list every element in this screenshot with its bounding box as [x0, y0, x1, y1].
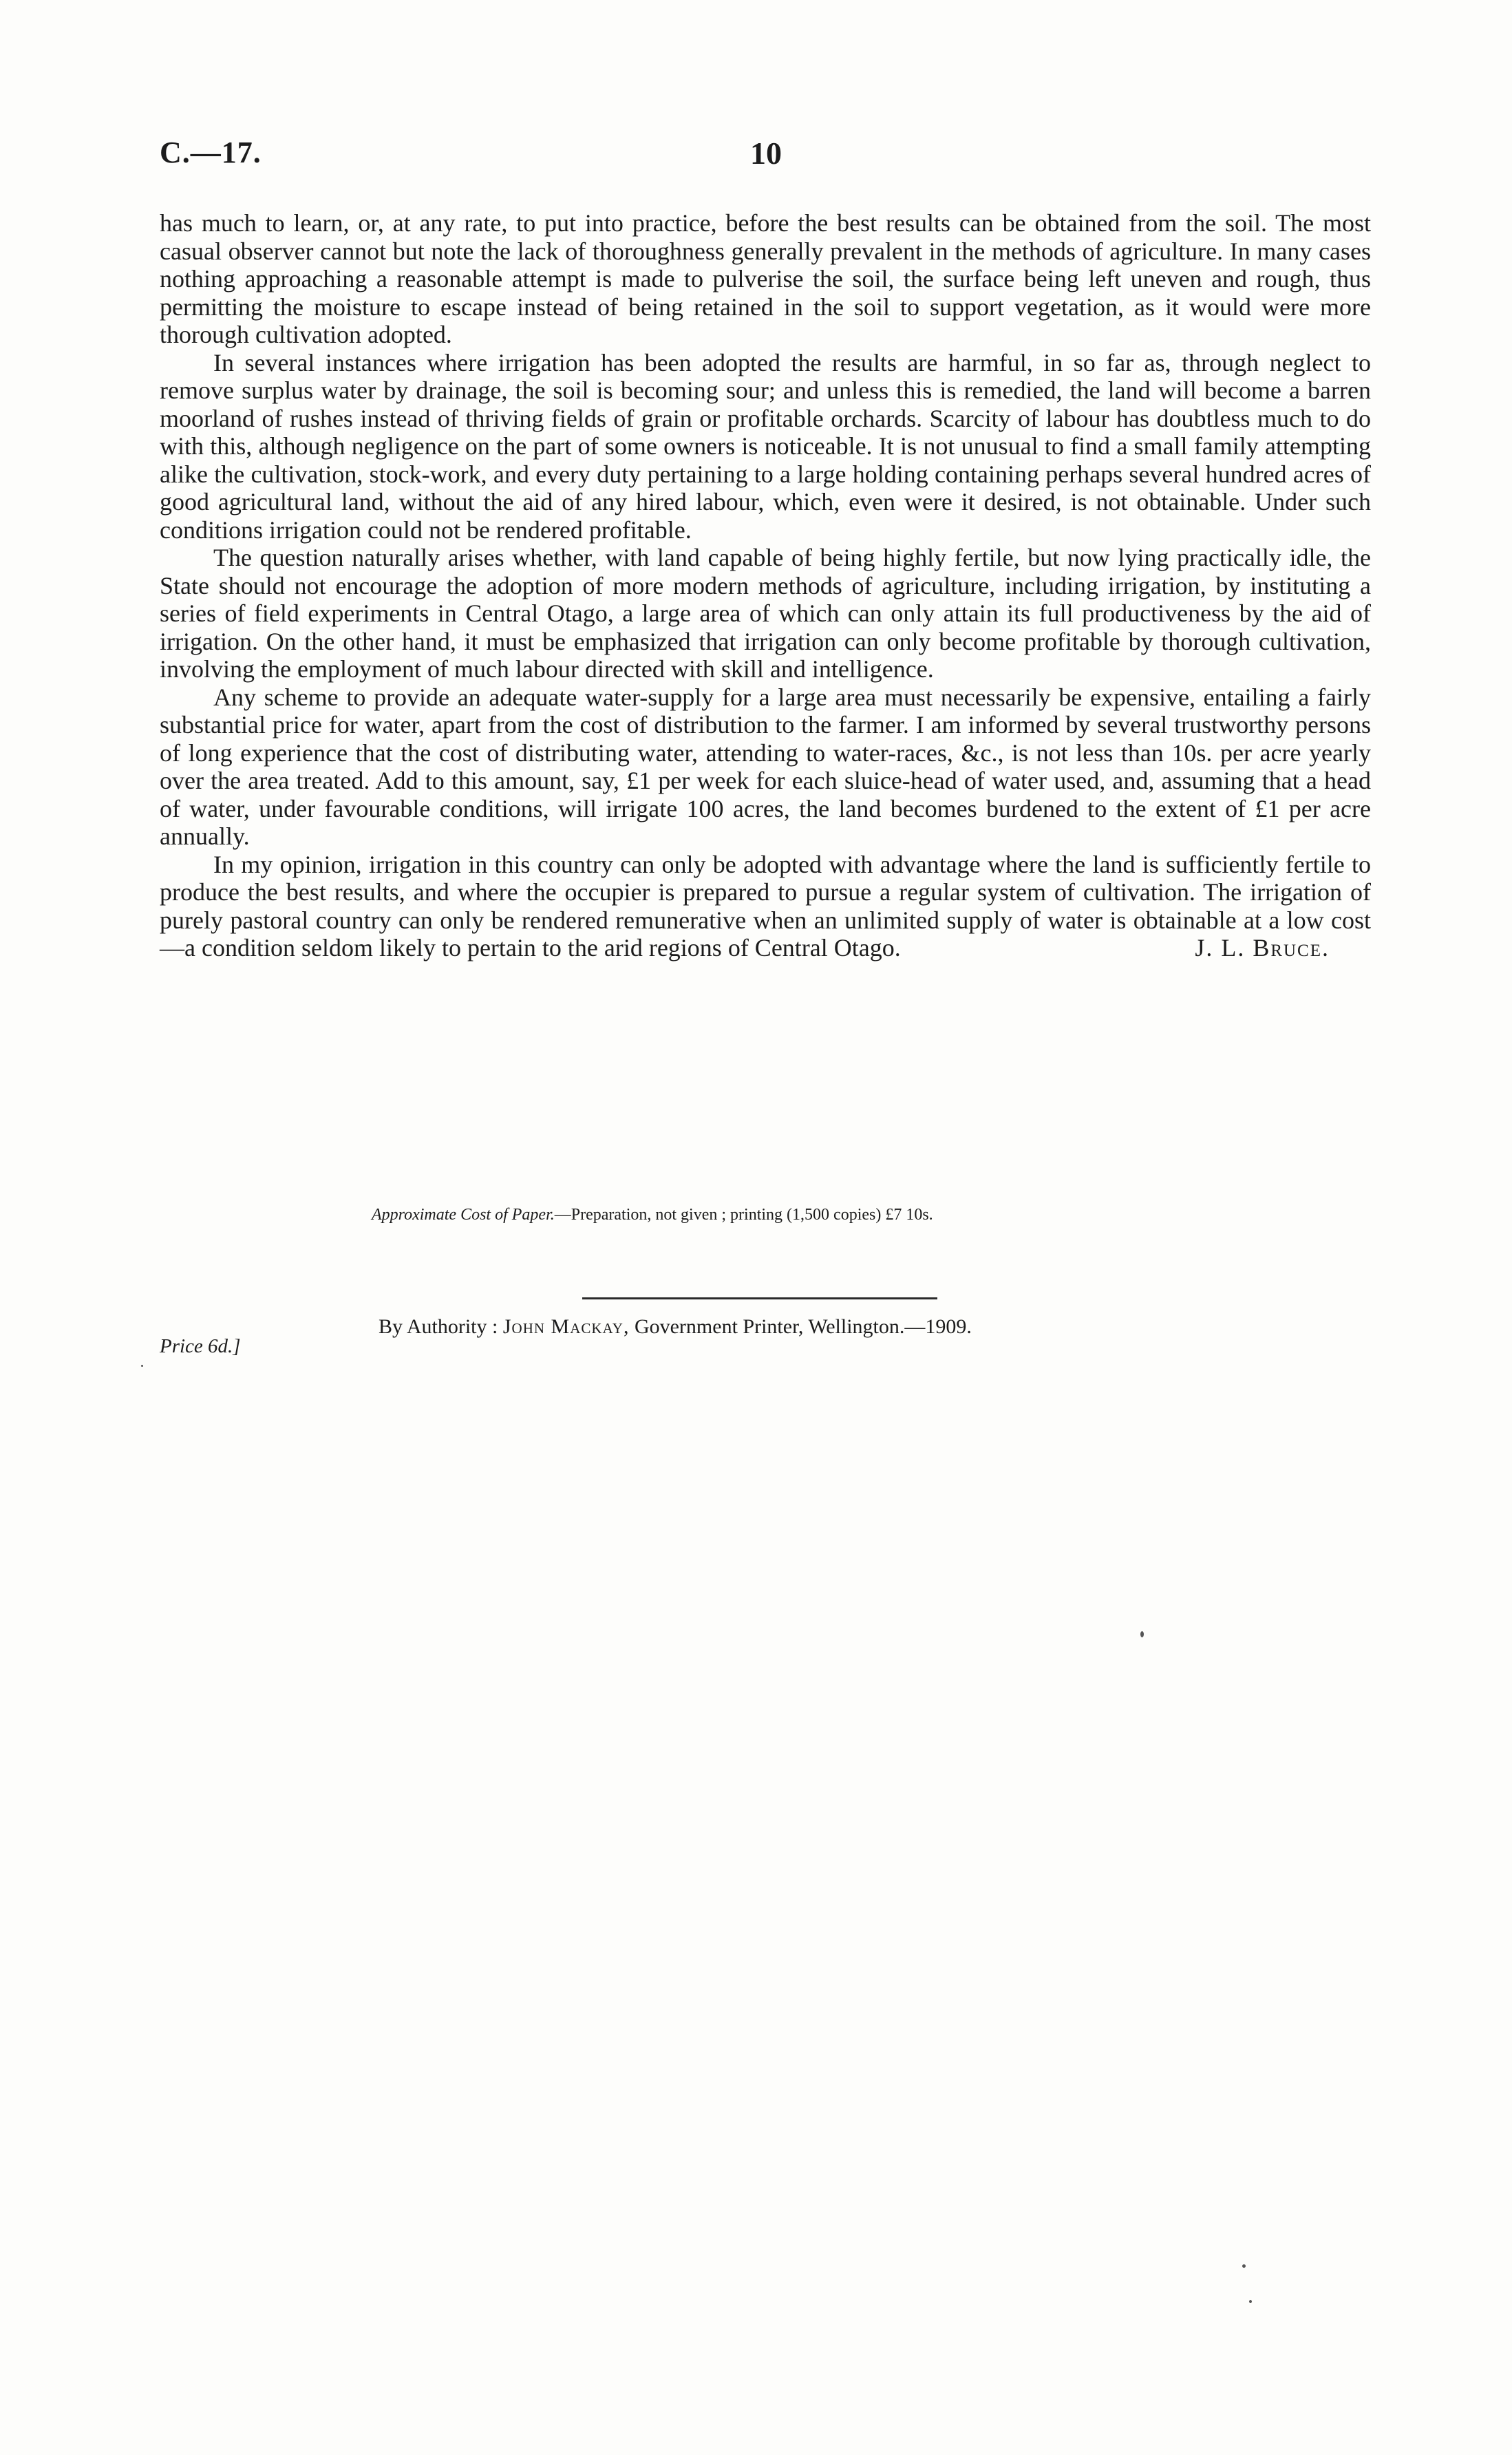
authority-suffix: Government Printer, Wellington.—1909.	[634, 1315, 972, 1338]
footer-rule	[582, 1297, 937, 1299]
paragraph-3: The question naturally arises whether, with land capable of being highly fertile, but now lying practically idle, the State should not encourage the adoption of more modern methods of agriculture, including irrigation, by instituting a series of field experiments in Central Otago, a large area of which can only attain its full productiveness by the aid of irrigation. On the other hand, it must be emphasized that irrigation can only become profitable by thorough cultivation, involving the employment of much labour directed with skill and intelligence.	[160, 544, 1371, 683]
signature: J. L. Bruce.	[1195, 934, 1330, 961]
scan-speck	[1140, 1631, 1144, 1637]
printer-name: John Mackay,	[502, 1315, 630, 1338]
cost-label: Approximate Cost of Paper.	[372, 1206, 555, 1224]
paragraph-5	[160, 851, 1371, 962]
authority-line	[379, 1315, 972, 1339]
paragraph-2: In several instances where irrigation has been adopted the results are harmful, in so far as, through neglect to remove surplus water by drainage, the soil is becoming sour; and unless this is remedied, the land will become a barren moorland of rushes instead of thriving fields of grain or profitable orchards. Scarcity of labour has doubtless much to do with this, although negligence on the part of some owners is noticeable. It is not unusual to find a small family attempting alike the cultivation, stock-work, and every duty pertaining to a large holding containing perhaps several hundred acres of good agricultural land, without the aid of any hired labour, which, even were it desired, is not obtainable. Under such conditions irrigation could not be rendered profitable.	[160, 348, 1371, 544]
authority-prefix: By Authority :	[379, 1315, 498, 1338]
price: Price 6d.]	[160, 1335, 241, 1357]
cost-of-paper	[372, 1206, 1266, 1224]
paragraph-4: Any scheme to provide an adequate water-supply for a large area must necessarily be expensive, entailing a fairly substantial price for water, apart from the cost of distribution to the farmer. I am informed by several trustworthy persons of long experience that the cost of distributing water, attending to water-races, &c., is not less than 10s. per acre yearly over the area treated. Add to this amount, say, £1 per week for each sluice-head of water used, and, assuming that a head of water, under favourable conditions, will irrigate 100 acres, the land becomes burdened to the extent of £1 per acre annually.	[160, 683, 1371, 850]
paragraph-1: has much to learn, or, at any rate, to put into practice, before the best results can be obtained from the soil. The most casual observer cannot but note the lack of thoroughness generally prevalent in the methods of agriculture. In many cases nothing approaching a reasonable attempt is made to pulverise the soil, the surface being left uneven and rough, thus permitting the moisture to escape instead of being retained in the soil to support vegetation, as it would were more thorough cultivation adopted.	[160, 209, 1371, 348]
cost-text: —Preparation, not given ; printing (1,500 copies) £7 10s.	[554, 1206, 933, 1224]
scan-speck	[141, 1365, 143, 1367]
paragraph-5-text: In my opinion, irrigation in this country can only be adopted with advantage where the land is sufficiently fertile to produce the best results, and where the occupier is prepared to pursue a regular system of cultivation. The irrigation of purely pastoral country can only be rendered remunerative when an unlimited supply of water is obtainable at a low cost—a condition seldom likely to pertain to the arid regions of Central Otago.	[160, 850, 1371, 961]
body-text	[160, 209, 1371, 962]
scan-speck	[1249, 2300, 1252, 2303]
scan-speck	[1242, 2264, 1246, 2268]
document-reference: C.—17.	[160, 136, 262, 169]
page-number: 10	[750, 136, 782, 171]
